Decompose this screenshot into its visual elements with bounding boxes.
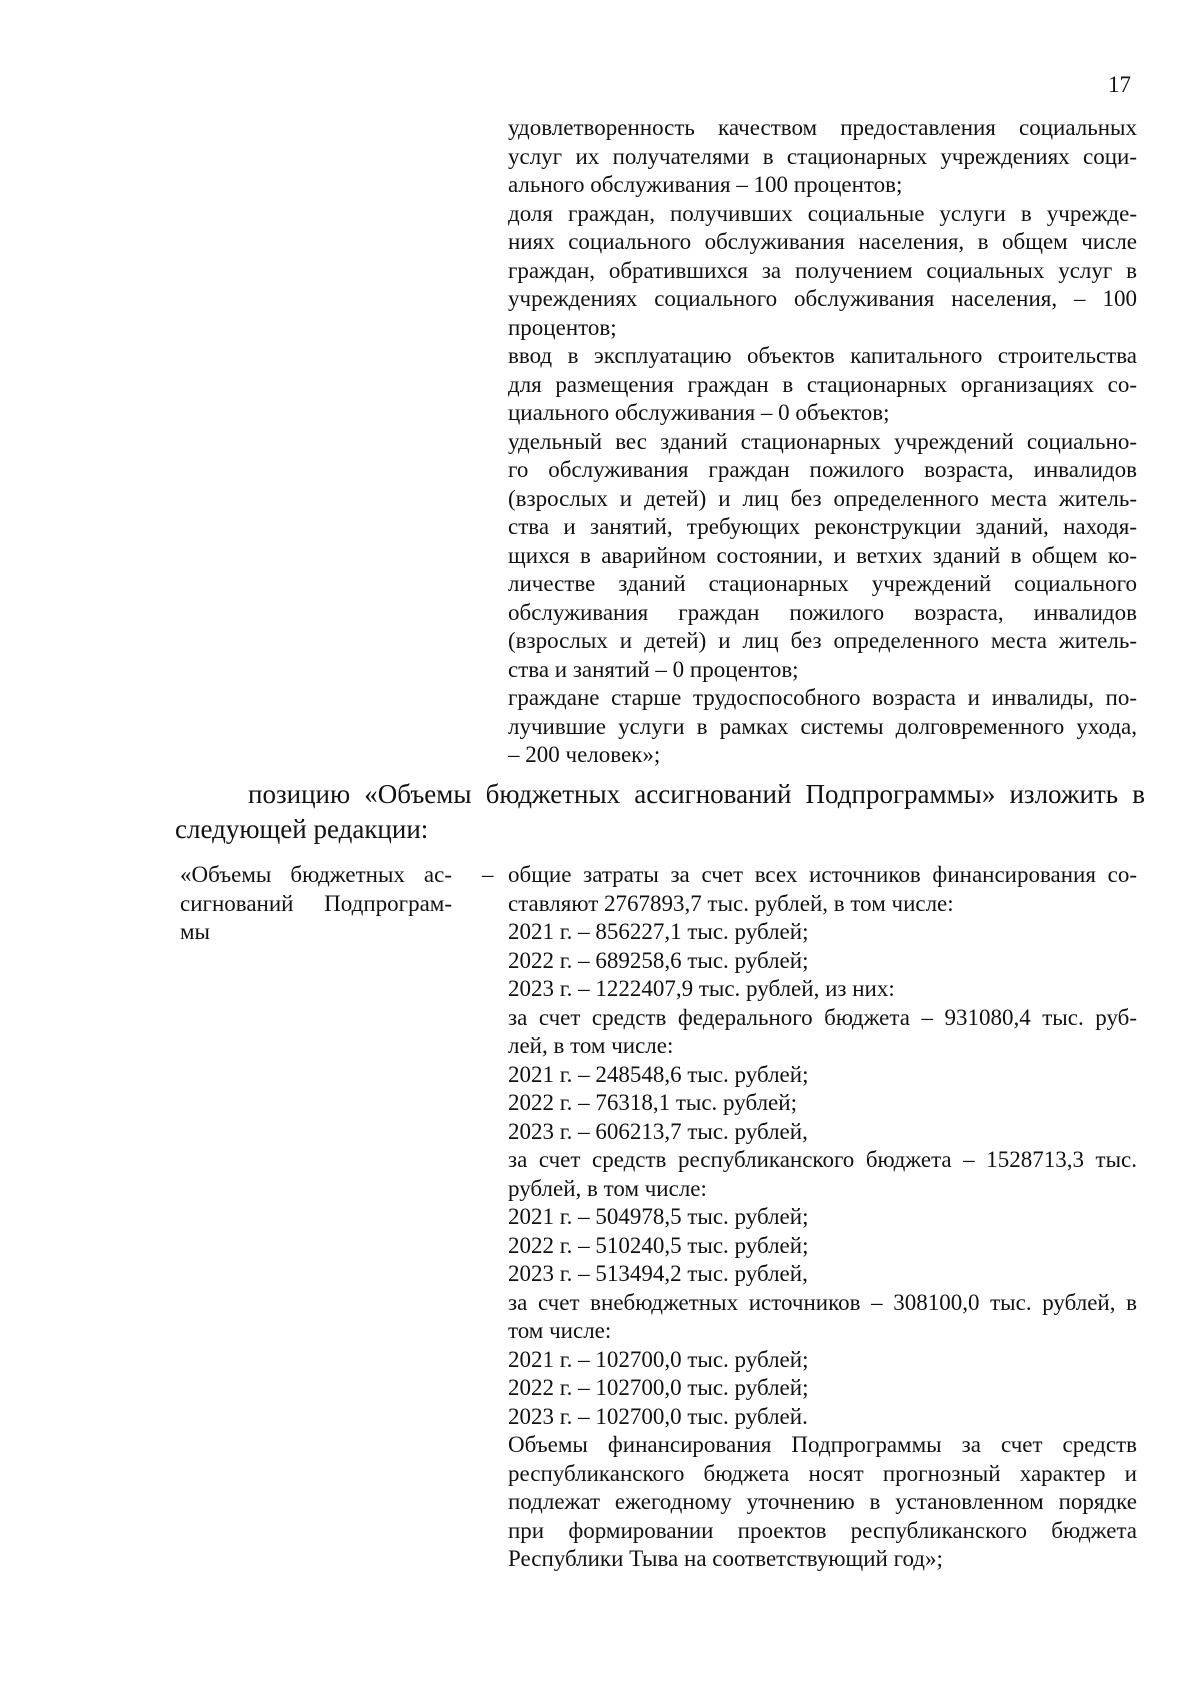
text-line: щихся в аварийном состоянии, и ветхих зданий в общем ко- [508,542,1137,568]
text-line: (взрослых и детей) и лиц без определенного места житель- [508,628,1137,653]
label-line: «Объемы бюджетных ас- [180,862,452,887]
value-line: за счет средств республиканского бюджета – 1528713,3 тыс. [508,1147,1137,1172]
text-line: для размещения граждан в стационарных организациях со- [508,371,1137,397]
table-label-cell [180,861,452,947]
text-line: циального обслуживания – 0 объектов; [508,400,890,425]
intro-line: позицию «Объемы бюджетных ассигнований Подпрограммы» изложить в [248,779,1145,809]
text-line: – 200 человек»; [508,742,661,767]
text-line: доля граждан, получивших социальные услуги в учрежде- [508,200,1137,226]
value-line: республиканского бюджета носят прогнозный характер и [508,1460,1137,1486]
value-line: за счет внебюджетных источников – 308100,0 тыс. рублей, в [508,1289,1137,1315]
value-line: Объемы финансирования Подпрограммы за счет средств [508,1432,1137,1457]
value-line: 2021 г. – 248548,6 тыс. рублей; [508,1061,809,1087]
value-line: общие затраты за счет всех источников финансирования со- [508,862,1137,887]
text-line: ального обслуживания – 100 процентов; [508,172,903,197]
value-line: 2022 г. – 689258,6 тыс. рублей; [508,947,809,973]
text-line: удовлетворенность качеством предоставления социальных [508,115,1137,140]
text-line: ства и занятий, требующих реконструкции зданий, находя- [508,514,1137,539]
text-line: го обслуживания граждан пожилого возраста, инвалидов [508,457,1137,482]
value-line: за счет средств федерального бюджета – 931080,4 тыс. руб- [508,1004,1137,1030]
text-line: ства и занятий – 0 процентов; [508,656,799,682]
value-line: 2023 г. – 102700,0 тыс. рублей. [508,1403,808,1429]
text-line: граждан, обратившихся за получением социальных услуг в [508,257,1137,283]
value-line: 2023 г. – 1222407,9 тыс. рублей, из них: [508,976,895,1001]
value-line: 2023 г. – 513494,2 тыс. рублей, [508,1261,808,1286]
value-line: ставляют 2767893,7 тыс. рублей, в том числе: [508,890,954,916]
text-line: граждане старше трудоспособного возраста и инвалиды, по- [508,685,1137,710]
value-line: 2022 г. – 510240,5 тыс. рублей; [508,1232,809,1258]
table-value-cell [508,861,1137,1574]
value-line: 2021 г. – 504978,5 тыс. рублей; [508,1204,809,1229]
value-line: 2022 г. – 102700,0 тыс. рублей; [508,1375,809,1400]
table-dash: – [482,862,494,887]
value-line: подлежат ежегодному уточнению в установленном порядке [508,1489,1137,1514]
value-line: лей, в том числе: [508,1033,674,1058]
text-line: ниях социального обслуживания населения, в общем числе [508,229,1137,254]
value-line: 2021 г. – 856227,1 тыс. рублей; [508,919,809,944]
value-line: том числе: [508,1318,612,1343]
value-line: рублей, в том числе: [508,1175,707,1201]
intro-line: следующей редакции: [175,814,429,844]
value-line: при формировании проектов республиканского бюджета [508,1517,1137,1543]
label-line: мы [180,919,211,944]
text-line: процентов; [508,314,617,340]
value-line: 2021 г. – 102700,0 тыс. рублей; [508,1346,809,1372]
text-line: личестве зданий стационарных учреждений социального [508,571,1137,596]
text-line: услуг их получателями в стационарных учреждениях соци- [508,143,1137,169]
intro-paragraph [175,777,1145,847]
text-line: удельный вес зданий стационарных учреждений социально- [508,428,1137,454]
text-line: лучившие услуги в рамках системы долговременного ухода, [508,713,1137,739]
page-number: 17 [1108,72,1131,97]
value-line: Республики Тыва на соответствующий год»; [508,1546,943,1571]
text-line: учреждениях социального обслуживания населения, – 100 [508,286,1137,311]
text-line: ввод в эксплуатацию объектов капитального строительства [508,343,1137,368]
value-line: 2022 г. – 76318,1 тыс. рублей; [508,1090,797,1115]
text-line: (взрослых и детей) и лиц без определенного места житель- [508,485,1137,511]
text-line: обслуживания граждан пожилого возраста, инвалидов [508,599,1137,625]
indicators-text-block [508,114,1137,770]
label-line: сигнований Подпрограм- [180,890,452,916]
value-line: 2023 г. – 606213,7 тыс. рублей, [508,1118,808,1144]
